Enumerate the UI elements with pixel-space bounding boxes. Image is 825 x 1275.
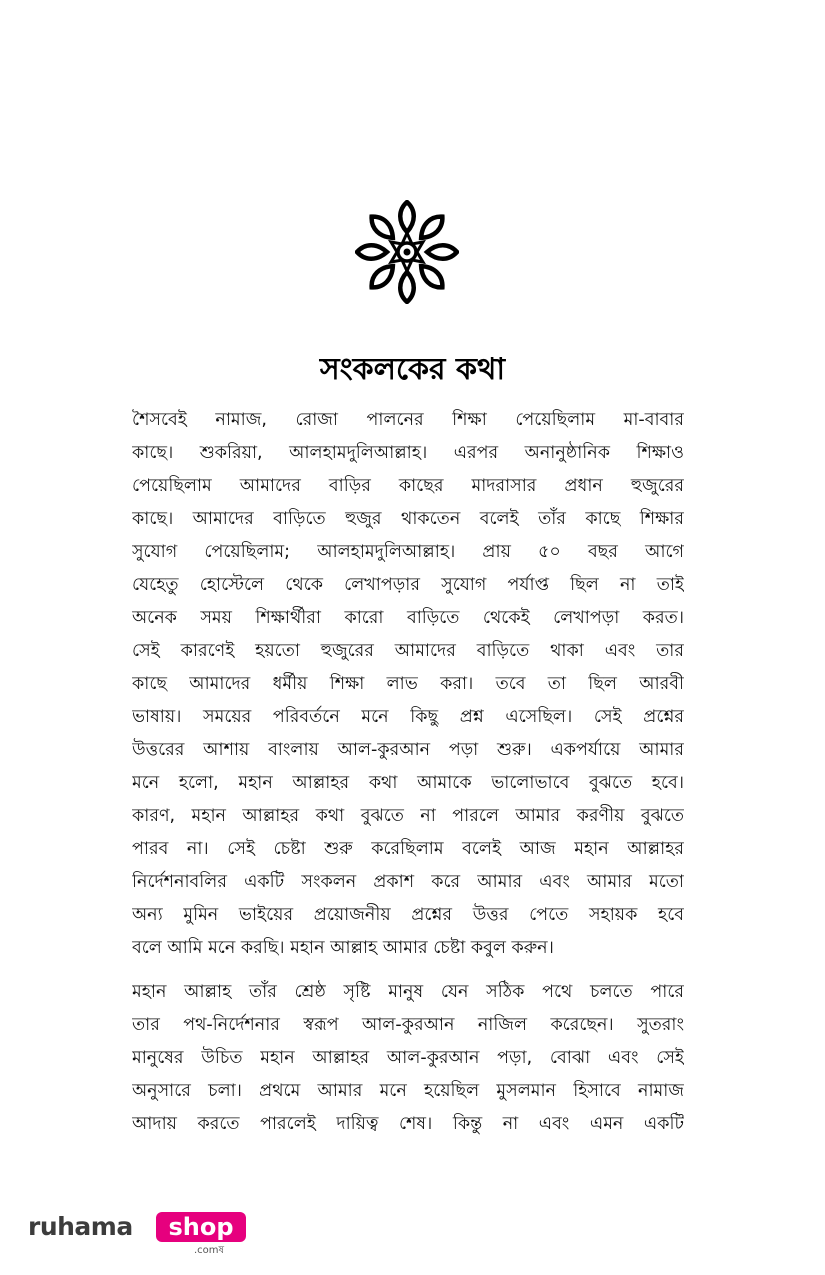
text-line: মনে হলো, মহান আল্লাহর কথা আমাকে ভালোভাবে বুঝতে হবে। — [132, 773, 684, 793]
text-line: পারব না। সেই চেষ্টা শুরু করেছিলাম বলেই আজ মহান আল্লাহর — [132, 839, 684, 859]
text-line: কাছে। শুকরিয়া, আলহামদুলিআল্লাহ। এরপর অনানুষ্ঠানিক শিক্ষাও — [132, 443, 684, 463]
text-line: অন্য মুমিন ভাইয়ের প্রয়োজনীয় প্রশ্নের উত্তর পেতে সহায়ক হবে — [132, 905, 684, 925]
page-title: সংকলকের কথা — [319, 352, 506, 387]
text-line: অনেক সময় শিক্ষার্থীরা কারো বাড়িতে থেকেই লেখাপড়া করত। — [132, 608, 684, 628]
text-line: কাছে আমাদের ধর্মীয় শিক্ষা লাভ করা। তবে তা ছিল আরবী — [132, 674, 684, 694]
paragraph-1 — [132, 404, 684, 965]
text-line: আদায় করতে পারলেই দায়িত্ব শেষ। কিন্তু না এবং এমন একটি — [132, 1114, 684, 1134]
text-line: পেয়েছিলাম আমাদের বাড়ির কাছের মাদরাসার প্রধান হুজুরের — [132, 476, 684, 496]
paragraph-2 — [132, 976, 684, 1141]
text-line: ভাষায়। সময়ের পরিবর্তনে মনে কিছু প্রশ্ন এসেছিল। সেই প্রশ্নের — [132, 707, 684, 727]
logo-domain-text: .comষ — [194, 1245, 225, 1256]
text-line: সেই কারণেই হয়তো হুজুরের আমাদের বাড়িতে থাকা এবং তার — [132, 641, 684, 661]
logo-ruhama-text: ruhama — [28, 1212, 133, 1241]
text-line: কারণ, মহান আল্লাহর কথা বুঝতে না পারলে আমার করণীয় বুঝতে — [132, 806, 684, 826]
text-line: তার পথ-নির্দেশনার স্বরূপ আল-কুরআন নাজিল করেছেন। সুতরাং — [132, 1015, 684, 1035]
text-line: মানুষের উচিত মহান আল্লাহর আল-কুরআন পড়া, বোঝা এবং সেই — [132, 1048, 684, 1068]
floral-ornament-icon — [355, 200, 459, 304]
text-line: উত্তরের আশায় বাংলায় আল-কুরআন পড়া শুরু। একপর্যায়ে আমার — [132, 740, 684, 760]
text-line: মহান আল্লাহ তাঁর শ্রেষ্ঠ সৃষ্টি মানুষ যেন সঠিক পথে চলতে পারে — [132, 982, 684, 1002]
logo-shop-badge — [156, 1212, 246, 1242]
logo-shop-text: shop — [168, 1213, 234, 1241]
text-line: যেহেতু হোস্টেলে থেকে লেখাপড়ার সুযোগ পর্যাপ্ত ছিল না তাই — [132, 575, 684, 595]
text-line: নির্দেশনাবলির একটি সংকলন প্রকাশ করে আমার এবং আমার মতো — [132, 872, 684, 892]
text-line: কাছে। আমাদের বাড়িতে হুজুর থাকতেন বলেই তাঁর কাছে শিক্ষার — [132, 509, 684, 529]
body-text — [132, 404, 684, 1152]
text-line: শৈসবেই নামাজ, রোজা পালনের শিক্ষা পেয়েছিলাম মা-বাবার — [132, 410, 684, 430]
text-line: অনুসারে চলা। প্রথমে আমার মনে হয়েছিল মুসলমান হিসাবে নামাজ — [132, 1081, 684, 1101]
text-line: সুযোগ পেয়েছিলাম; আলহামদুলিআল্লাহ। প্রায় ৫০ বছর আগে — [132, 542, 684, 562]
text-line: বলে আমি মনে করছি। মহান আল্লাহ আমার চেষ্টা কবুল করুন। — [132, 938, 554, 958]
